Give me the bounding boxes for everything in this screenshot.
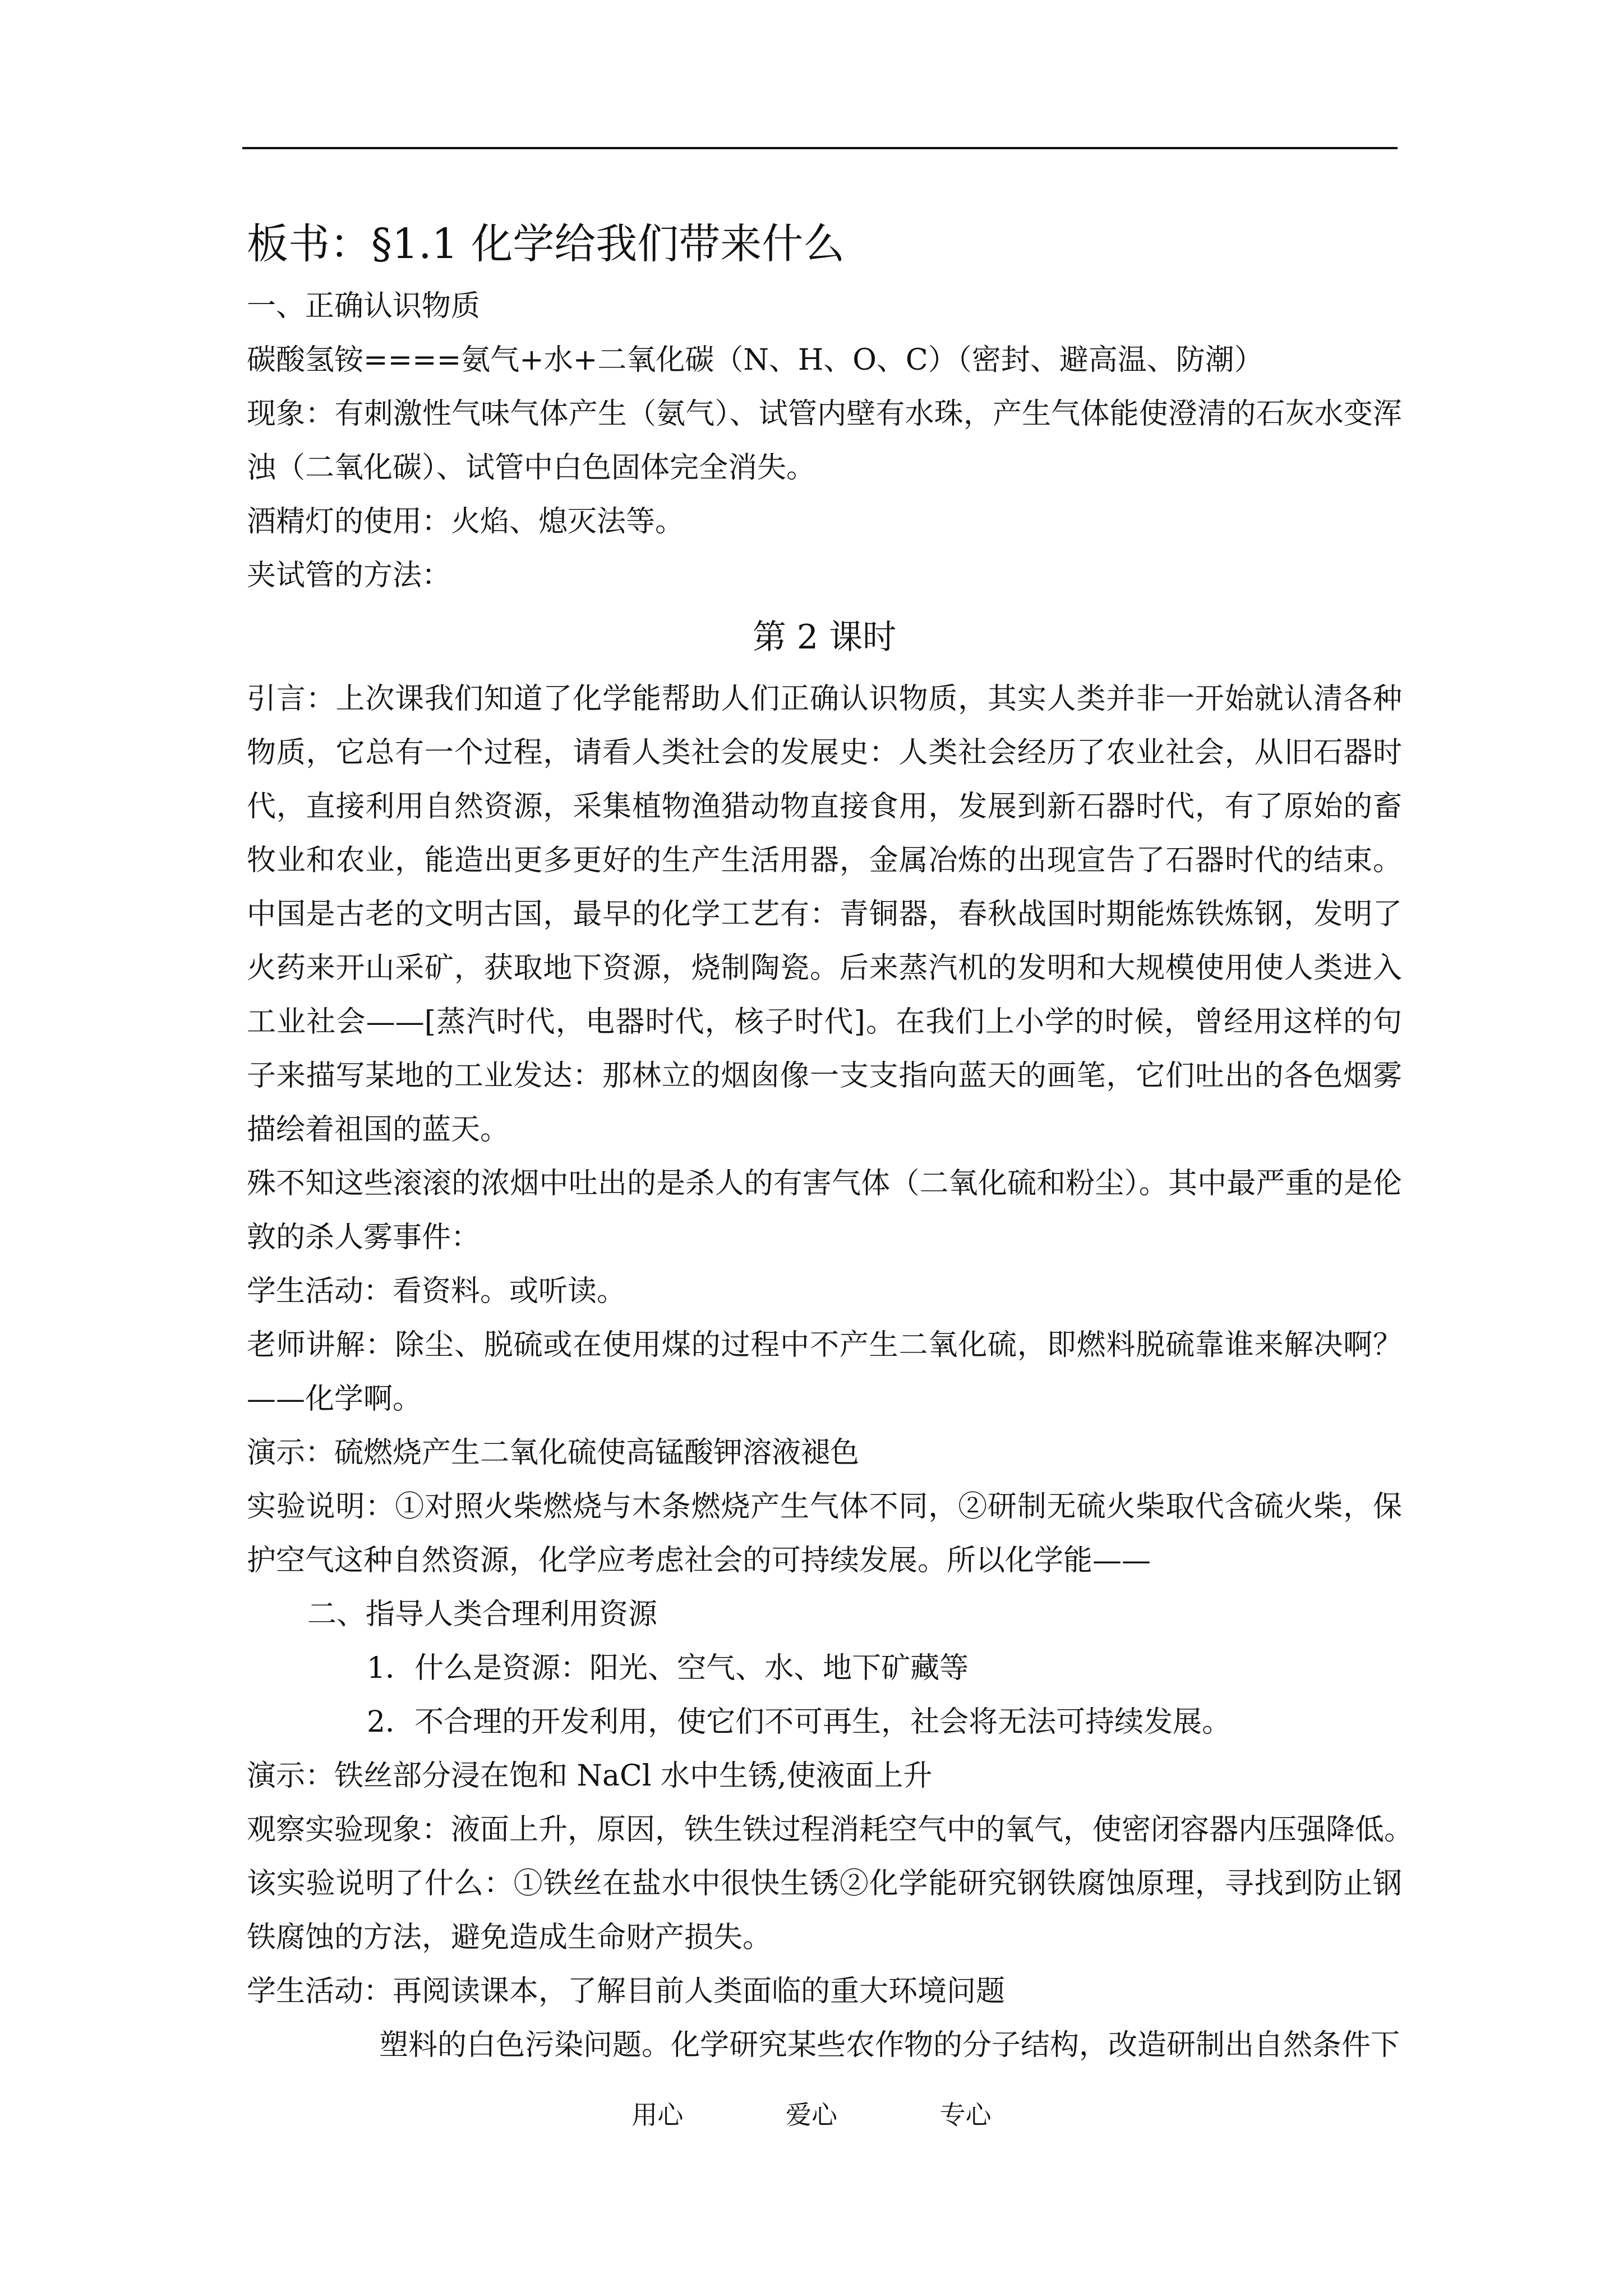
smoke-paragraph: 殊不知这些滚滚的浓烟中吐出的是杀人的有害气体（二氧化硫和粉尘）。其中最严重的是伦敦的杀人雾事件： [247, 1167, 1402, 1254]
student-activity-2: 学生活动：再阅读课本，了解目前人类面临的重大环境问题 [247, 1975, 1006, 2008]
page-footer [0, 2098, 1623, 2132]
test-tube-clamp-text: 夹试管的方法： [247, 559, 451, 592]
page-title: 板书：§1.1 化学给我们带来什么 [247, 220, 845, 268]
reaction-equation: 碳酸氢铵====氨气+水+二氧化碳（N、H、O、C）（密封、避高温、防潮） [247, 343, 1264, 377]
intro-paragraph: 引言：上次课我们知道了化学能帮助人们正确认识物质，其实人类并非一开始就认清各种物质，它总有一个过程，请看人类社会的发展史：人类社会经历了农业社会，从旧石器时代，直接利用自然资源，采集植物渔猎动物直接食用，发展到新石器时代，有了原始的畜牧业和农业，能造出更多更好的生产生活用器，金属冶炼的出现宣告了石器时代的结束。中国是古老的文明古国，最早的化学工艺有：青铜器，春秋战国时期能炼铁炼钢，发明了火药来开山采矿，获取地下资源，烧制陶瓷。后来蒸汽机的发明和大规模使用使人类进入工业社会——[蒸汽时代，电器时代，核子时代]。在我们上小学的时候，曾经用这样的句子来描写某地的工业发达：那林立的烟囱像一支支指向蓝天的画笔，它们吐出的各色烟雾描绘着祖国的蓝天。 [247, 682, 1402, 1147]
demo-2: 演示：铁丝部分浸在饱和 NaCl 水中生锈,使液面上升 [247, 1759, 933, 1793]
footer-item: 专心 [939, 2100, 992, 2130]
section1-heading: 一、正确认识物质 [247, 289, 481, 323]
section2-item-2: 2．不合理的开发利用，使它们不可再生，社会将无法可持续发展。 [367, 1705, 1232, 1739]
teacher-explanation: 老师讲解：除尘、脱硫或在使用煤的过程中不产生二氧化硫，即燃料脱硫靠谁来解决啊？——化学啊。 [247, 1328, 1402, 1416]
section2-item-1: 1．什么是资源：阳光、空气、水、地下矿藏等 [367, 1651, 969, 1685]
observation-text: 观察实验现象：液面上升，原因，铁生铁过程消耗空气中的氧气，使密闭容器内压强降低。 [247, 1813, 1414, 1847]
alcohol-lamp-text: 酒精灯的使用：火焰、熄灭法等。 [247, 505, 685, 539]
student-activity-1: 学生活动：看资料。或听读。 [247, 1274, 626, 1308]
plastic-pollution-text: 塑料的白色污染问题。化学研究某些农作物的分子结构，改造研制出自然条件下 [379, 2028, 1400, 2062]
demo-1: 演示：硫燃烧产生二氧化硫使高锰酸钾溶液褪色 [247, 1436, 860, 1470]
document-body [247, 213, 1414, 2072]
explanation-text: 该实验说明了什么：①铁丝在盐水中很快生锈②化学能研究钢铁腐蚀原理，寻找到防止钢铁腐蚀的方法，避免造成生命财产损失。 [247, 1867, 1402, 1954]
footer-item: 用心 [631, 2100, 684, 2130]
phenomenon-text: 现象：有刺激性气味气体产生（氨气）、试管内壁有水珠，产生气体能使澄清的石灰水变浑浊（二氧化碳）、试管中白色固体完全消失。 [247, 397, 1402, 485]
section2-heading: 二、指导人类合理利用资源 [307, 1598, 658, 1631]
lesson-heading: 第 2 课时 [752, 618, 897, 657]
header-rule [242, 147, 1398, 149]
footer-item: 爱心 [786, 2100, 837, 2130]
experiment-note: 实验说明：①对照火柴燃烧与木条燃烧产生气体不同，②研制无硫火柴取代含硫火柴，保护空气这种自然资源，化学应考虑社会的可持续发展。所以化学能—— [247, 1490, 1402, 1577]
